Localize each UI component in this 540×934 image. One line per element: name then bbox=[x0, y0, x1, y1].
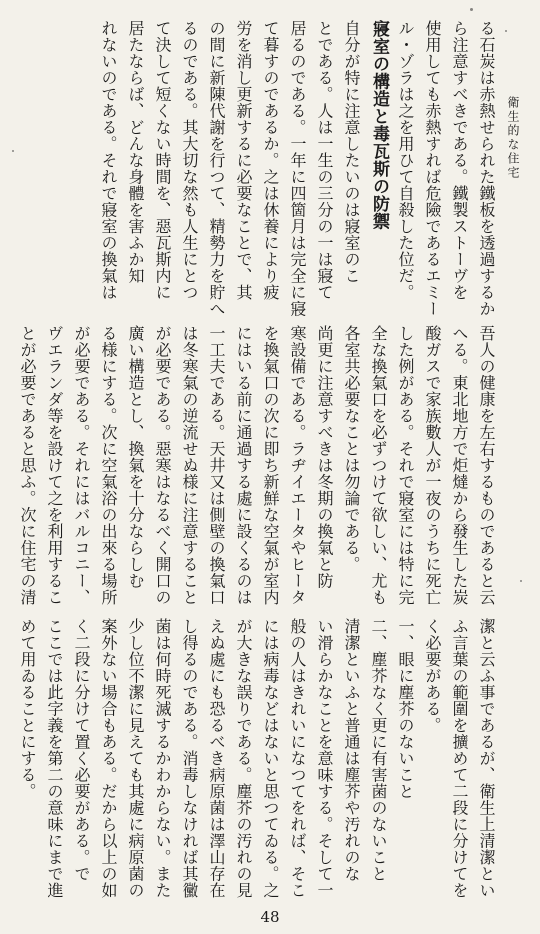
text-column: 吾人の健康を左右するものであると云 bbox=[477, 325, 496, 606]
text-column: て暮すのであるか。之は休養により疲 bbox=[261, 20, 280, 301]
text-column: 潔と云ふ事であるが、衛生上清潔とい bbox=[477, 618, 496, 899]
running-head: 衛生的な住宅 bbox=[506, 96, 520, 180]
text-column: ここでは此字義を第二の意味にまで進 bbox=[45, 618, 64, 899]
text-column: ル・ゾラは之を用ひて自殺した位だ。 bbox=[396, 20, 415, 301]
text-column: 一、眼に塵芥のないこと bbox=[396, 618, 415, 800]
text-column: ふ言葉の範圍を擴めて二段に分けてを bbox=[450, 618, 469, 899]
text-column: れないのである。それで寢室の換氣は bbox=[99, 20, 118, 301]
text-column: 尚更に注意すべきは冬期の換氣と防 bbox=[315, 325, 334, 589]
text-column: い滑らかなことを意味する。そして一 bbox=[315, 618, 334, 899]
text-column: るのである。其大切な然も人生にとつ bbox=[180, 20, 199, 301]
text-column: が大きな誤りである。塵芥の汚れの見 bbox=[234, 618, 253, 899]
text-column: 廣い構造とし、換氣を十分ならしむ bbox=[126, 325, 145, 589]
text-column: を換氣口の次に即ち新鮮な空氣が室内 bbox=[261, 325, 280, 606]
text-column: る石炭は赤熱せられた鐵板を透過するか bbox=[477, 20, 496, 317]
page-number: 48 bbox=[260, 908, 280, 926]
text-column: とが必要であると思ふ。次に住宅の清 bbox=[18, 325, 37, 606]
text-column: 清潔といふと普通は塵芥や汚れのな bbox=[342, 618, 361, 882]
text-column: が必要である。それにはバルコニー、 bbox=[72, 325, 91, 606]
text-column: にはいる前に通過する處に設くるのは bbox=[234, 325, 253, 606]
scan-speck bbox=[520, 580, 522, 582]
text-column: ヴエランダ等を設けて之を利用するこ bbox=[45, 325, 64, 606]
text-column: は冬寒氣の逆流せぬ様に注意すること bbox=[180, 325, 199, 606]
text-column: 少し位不潔に見えても其處に病原菌の bbox=[126, 618, 145, 899]
text-column: 寒設備である。ラヂイエータやヒータ bbox=[288, 325, 307, 606]
text-column: 各室共必要なことは勿論である。 bbox=[342, 325, 361, 573]
scan-speck bbox=[505, 30, 507, 32]
text-column: 居たならば、どんな身體を害ふか知 bbox=[126, 20, 145, 284]
text-column: へる。東北地方で炬燵から發生した炭 bbox=[450, 325, 469, 606]
text-column: ら注意すべきである。鐵製ストーヴを bbox=[450, 20, 469, 301]
text-column: 居るのである。一年に四箇月は完全に寢 bbox=[288, 20, 307, 317]
scan-speck bbox=[12, 150, 14, 152]
text-column: が必要である。惡寒はなるべく開口の bbox=[153, 325, 172, 606]
text-block-bottom bbox=[18, 618, 500, 918]
text-column: の間に新陳代謝を行つて、精勢力を貯へ bbox=[207, 20, 226, 317]
text-column: めて用ゐることにする。 bbox=[18, 618, 37, 800]
text-column: く二段に分けて置く必要がある。で bbox=[72, 618, 91, 882]
text-column: 案外ない場合もある。だから以上の如 bbox=[99, 618, 118, 899]
text-column: 二、塵芥なく更に有害菌のないこと bbox=[369, 618, 388, 882]
text-column: には病毒などはないと思つてゐる。之 bbox=[261, 618, 280, 899]
text-column: 般の人はきれいになつてをれば、そこ bbox=[288, 618, 307, 899]
text-column: 自分が特に注意したいのは寢室のこ bbox=[342, 20, 361, 284]
text-column: し得るのである。消毒しなければ其黴 bbox=[180, 618, 199, 899]
text-column: 使用しても赤熱すれば危險であるエミー bbox=[423, 20, 442, 317]
text-column: えぬ處にも恐るべき病原菌は澤山存在 bbox=[207, 618, 226, 899]
text-column: る様にする。次に空氣浴の出來る場所 bbox=[99, 325, 118, 606]
section-heading: 寢室の構造と毒瓦斯の防禦 bbox=[369, 20, 389, 230]
text-column: とである。人は一生の三分の一は寢て bbox=[315, 20, 334, 301]
text-column: 一工夫である。天井又は側壁の換氣口 bbox=[207, 325, 226, 606]
text-block-top bbox=[60, 20, 500, 317]
text-column: て決して短くない時間を、惡瓦斯内に bbox=[153, 20, 172, 301]
text-column: 菌は何時死滅するかわからない。また bbox=[153, 618, 172, 899]
text-column: 労を消し更新するに必要なことで、其 bbox=[234, 20, 253, 301]
text-column: く必要がある。 bbox=[423, 618, 442, 734]
text-block-middle bbox=[18, 325, 500, 606]
text-column: した例がある。それで寢室には特に完 bbox=[396, 325, 415, 606]
text-column: 全な換氣口を必ずつけて欲しい、尤も bbox=[369, 325, 388, 606]
text-column: 酸ガスで家族數人が一夜のうちに死亡 bbox=[423, 325, 442, 606]
scan-speck bbox=[470, 8, 473, 11]
